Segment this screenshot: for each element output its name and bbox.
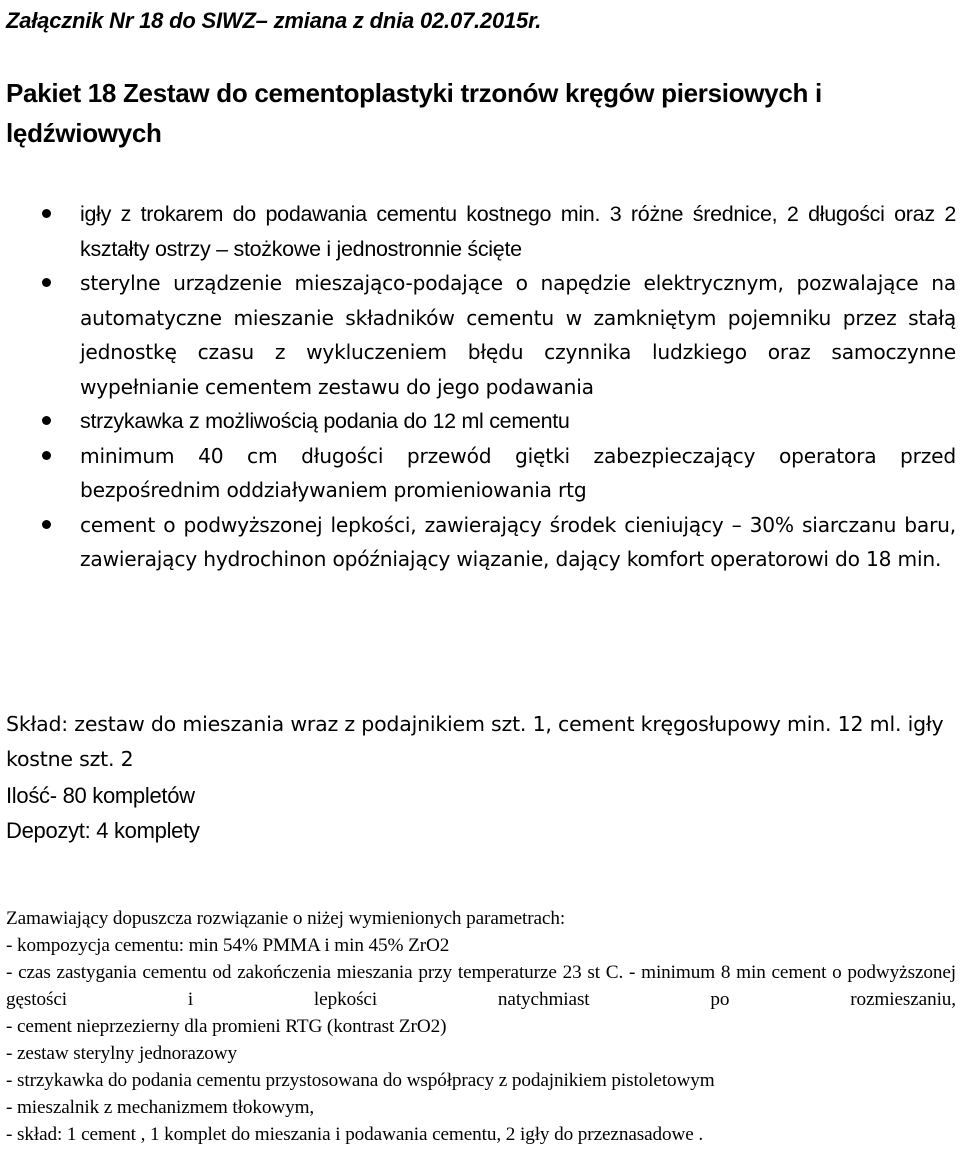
bullet-icon — [42, 278, 51, 287]
list-item — [0, 508, 960, 577]
quantity-text: Ilość- 80 kompletów — [6, 783, 195, 808]
bullet-icon — [42, 416, 51, 425]
deposit-text: Depozyt: 4 komplety — [6, 818, 200, 843]
parameter-line: - zestaw sterylny jednorazowy — [6, 1043, 237, 1064]
requirements-list — [0, 197, 960, 577]
parameter-line: - czas zastygania cementu od zakończenia mieszania przy temperaturze 23 st C. - minimum 8 min cement o podwyższonej gęstości i lepkości natychmiast po rozmieszaniu, — [6, 962, 956, 1010]
parameter-line: - cement nieprzezierny dla promieni RTG (kontrast ZrO2) — [6, 1016, 447, 1037]
parameter-line: - kompozycja cementu: min 54% PMMA i min 45% ZrO2 — [6, 935, 450, 956]
list-item-text: cement o podwyższonej lepkości, zawierający środek cieniujący – 30% siarczanu baru, zawierający hydrochinon opóźniający wiązanie, dający komfort operatorowi do 18 min. — [80, 512, 956, 571]
list-item — [0, 439, 960, 508]
list-item — [0, 404, 960, 439]
bullet-icon — [42, 520, 51, 529]
list-item — [0, 266, 960, 404]
list-item-text: igły z trokarem do podawania cementu kostnego min. 3 różne średnice, 2 długości oraz 2 kształty ostrzy – stożkowe i jednostronnie ścięte — [80, 202, 956, 261]
list-item-text: sterylne urządzenie mieszająco-podające o napędzie elektrycznym, pozwalające na automatyczne mieszanie składników cementu w zamkniętym pojemniku przez stałą jednostkę czasu z wykluczeniem błędu czynnika ludzkiego oraz samoczynne wypełnianie cementem zestawu do jego podawania — [80, 271, 956, 399]
parameter-line: - mieszalnik z mechanizmem tłokowym, — [6, 1097, 315, 1118]
package-title: Pakiet 18 Zestaw do cementoplastyki trzonów kręgów piersiowych i lędźwiowych — [6, 78, 822, 148]
bullet-icon — [42, 209, 51, 218]
bullet-icon — [42, 451, 51, 460]
list-item-text: minimum 40 cm długości przewód giętki zabezpieczający operatora przed bezpośrednim oddziaływaniem promieniowania rtg — [80, 443, 956, 502]
list-item — [0, 197, 960, 266]
list-item-text: strzykawka z możliwością podania do 12 ml cementu — [80, 409, 570, 433]
parameter-line: - skład: 1 cement , 1 komplet do mieszania i podawania cementu, 2 igły do przeznasadowe . — [6, 1124, 704, 1145]
alternative-parameters — [6, 905, 956, 1148]
attachment-header: Załącznik Nr 18 do SIWZ– zmiana z dnia 02.07.2015r. — [6, 8, 542, 33]
parameters-intro: Zamawiający dopuszcza rozwiązanie o niżej wymienionych parametrach: — [6, 908, 566, 929]
composition-text: Skład: zestaw do mieszania wraz z podajnikiem szt. 1, cement kręgosłupowy min. 12 ml. igły kostne szt. 2 — [6, 712, 944, 771]
parameter-line: - strzykawka do podania cementu przystosowana do współpracy z podajnikiem pistoletowym — [6, 1070, 715, 1091]
